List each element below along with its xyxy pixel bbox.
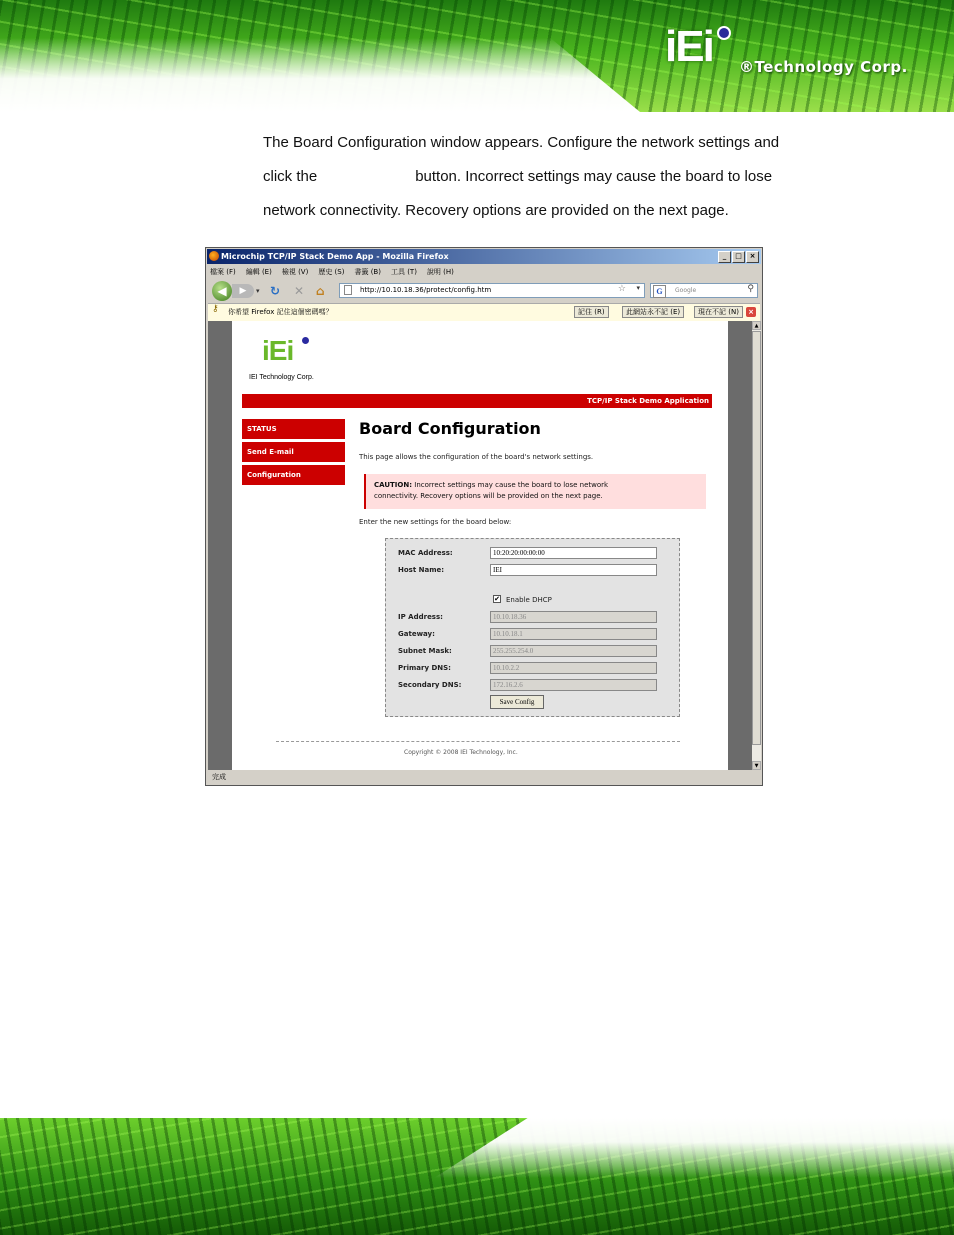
doc-line-1: The Board Configuration window appears. Configure the network settings and [263,134,780,151]
header-pcb-banner [0,0,954,112]
copyright-text: Copyright © 2008 IEI Technology, Inc. [404,749,518,756]
page-logo-caption: IEI Technology Corp. [249,374,314,381]
scroll-down-icon[interactable]: ▼ [752,761,761,770]
back-arrow-icon[interactable]: ◀ [212,281,232,301]
form-instructions: Enter the new settings for the board below: [359,518,512,526]
doc-line-2-end: button. Incorrect settings may cause the board to lose [415,168,773,185]
config-form [385,538,680,717]
footer-pcb-banner [0,1118,954,1235]
menu-tools[interactable]: 工具 (T) [390,268,417,276]
primary-dns-input[interactable]: 10.10.2.2 [490,662,657,674]
web-page [232,321,728,770]
menu-help[interactable]: 說明 (H) [426,268,454,276]
vertical-scrollbar[interactable] [752,321,761,770]
navigation-toolbar [208,280,760,302]
dhcp-checkbox[interactable]: ✔ [494,595,500,603]
not-now-button[interactable]: 現在不記 (N) [694,306,743,318]
notification-close-icon[interactable]: × [746,307,756,317]
caution-text: Incorrect settings may cause the board to lose network [414,481,609,489]
primary-dns-label: Primary DNS: [398,664,451,672]
gateway-label: Gateway: [398,630,435,638]
doc-line-2-start: click the [263,168,318,185]
scroll-thumb[interactable] [752,331,761,745]
ip-address-input[interactable]: 10.10.18.36 [490,611,657,623]
ip-label: IP Address: [398,613,443,621]
close-button[interactable]: × [746,251,759,263]
nav-send-email[interactable]: Send E-mail [242,442,345,462]
page-logo-mark: iEi [262,335,294,366]
header-fade [0,38,640,112]
page-logo-dot [302,337,309,344]
forward-arrow-icon[interactable]: ▶ [232,284,254,298]
menu-bar [210,265,454,279]
dhcp-label: Enable DHCP [506,596,552,604]
mac-label: MAC Address: [398,549,453,557]
doc-line-2 [263,168,823,185]
bookmark-star-icon[interactable]: ☆ [617,284,626,294]
menu-edit[interactable]: 編輯 (E) [245,268,272,276]
page-icon [344,285,352,295]
nav-configuration[interactable]: Configuration [242,465,345,485]
window-title: Microchip TCP/IP Stack Demo App - Mozilla Firefox [221,252,449,261]
menu-bookmarks[interactable]: 書籤 (B) [354,268,381,276]
window-controls [718,251,759,263]
brand-logo [665,22,945,82]
history-dropdown-icon[interactable]: ▾ [256,287,260,295]
page-intro: This page allows the configuration of the board's network settings. [359,453,594,461]
menu-view[interactable]: 檢視 (V) [281,268,309,276]
caution-box [364,474,706,509]
maximize-button[interactable]: □ [732,251,745,263]
mac-address-input[interactable]: 10:20:20:00:00:00 [490,547,657,559]
subnet-mask-input[interactable]: 255.255.254.0 [490,645,657,657]
brand-name: ®Technology Corp. [739,58,908,76]
never-remember-button[interactable]: 此網站永不記 (E) [622,306,684,318]
brand-logo-mark: iEi [665,22,713,71]
search-placeholder: Google [675,287,697,294]
password-notification-bar [208,303,760,322]
caution-text-2: connectivity. Recovery options will be provided on the next page. [374,492,603,500]
page-viewport [208,321,752,770]
host-label: Host Name: [398,566,445,574]
scroll-up-icon[interactable]: ▲ [752,321,761,330]
notification-text: 你希望 Firefox 記住這個密碼嗎？ [228,308,333,316]
address-bar[interactable] [339,283,645,298]
page-title: Board Configuration [359,419,541,438]
gateway-input[interactable]: 10.10.18.1 [490,628,657,640]
menu-history[interactable]: 歷史 (S) [318,268,345,276]
status-bar: 完成 [212,773,226,781]
brand-logo-dot [717,26,731,40]
menu-file[interactable]: 檔案 (F) [210,268,236,276]
url-dropdown-icon[interactable]: ▾ [636,284,640,292]
footer-divider [276,741,680,742]
stop-icon[interactable]: ✕ [294,284,305,298]
doc-line-3: network connectivity. Recovery options are provided on the next page. [263,202,729,219]
minimize-button[interactable]: _ [718,251,731,263]
google-engine-icon[interactable]: G [653,285,666,298]
nav-divider [242,462,345,463]
secondary-dns-label: Secondary DNS: [398,681,462,689]
remember-button[interactable]: 記住 (R) [574,306,609,318]
footer-fade [434,1118,954,1178]
search-icon[interactable]: ⚲ [747,284,754,294]
host-name-input[interactable]: IEI [490,564,657,576]
window-titlebar[interactable] [207,249,761,264]
secondary-dns-input[interactable]: 172.16.2.6 [490,679,657,691]
search-box[interactable] [650,283,758,298]
subnet-label: Subnet Mask: [398,647,452,655]
firefox-icon [209,251,219,261]
save-config-button[interactable]: Save Config [490,695,544,709]
nav-status[interactable]: STATUS [242,419,345,439]
key-icon: ⚷ [212,304,219,314]
home-icon[interactable]: ⌂ [316,284,325,298]
nav-divider [242,439,345,440]
caution-label: CAUTION: [374,481,413,489]
reload-icon[interactable]: ↻ [270,284,281,298]
firefox-window [205,247,763,786]
app-banner [242,394,712,408]
address-url: http://10.10.18.36/protect/config.htm [360,286,492,294]
app-banner-title: TCP/IP Stack Demo Application [587,397,709,405]
